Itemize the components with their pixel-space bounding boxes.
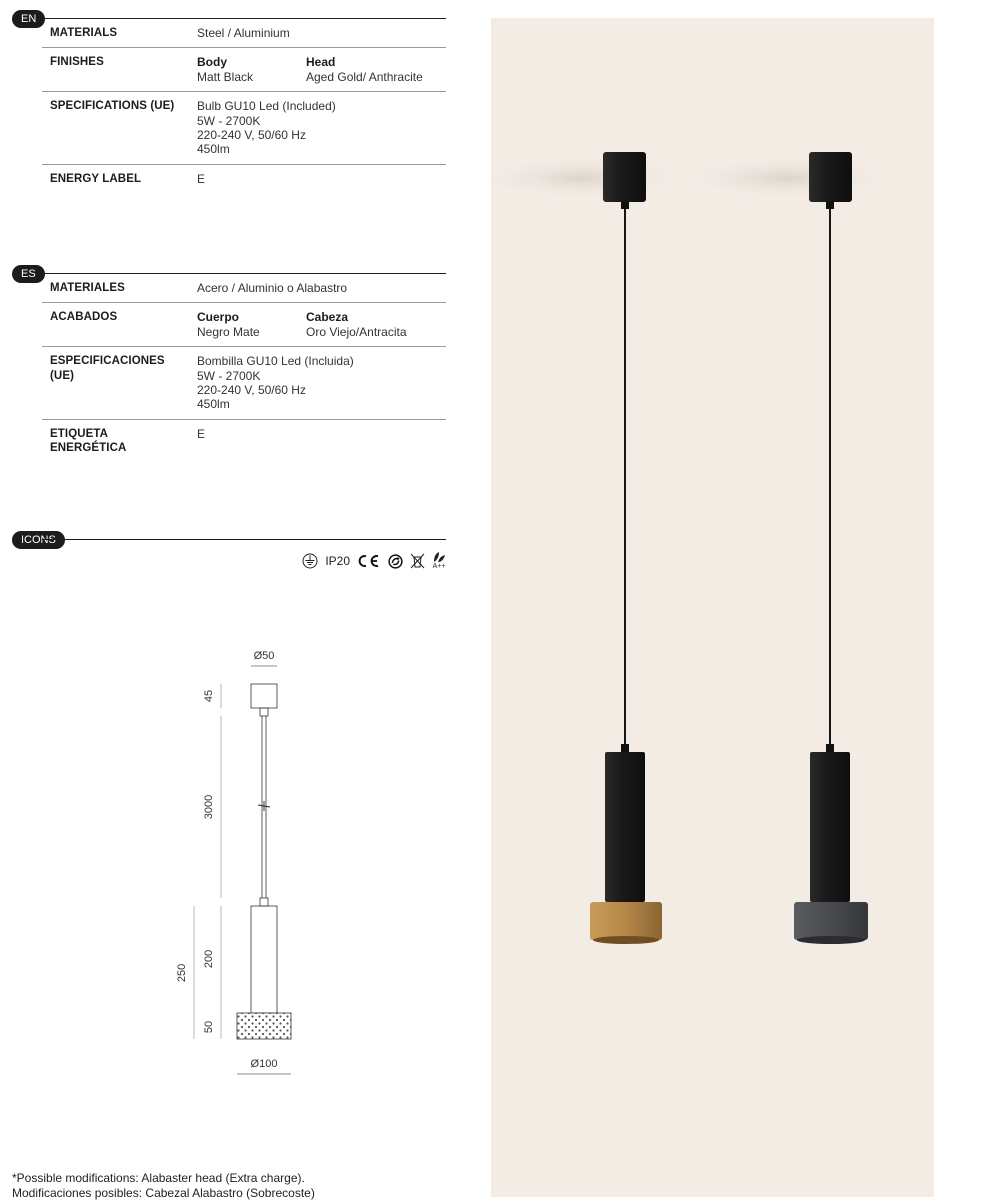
es-energy-value: E [197,426,206,441]
head-height-label: 50 [203,1020,215,1034]
es-specs-label [50,354,197,412]
icons-tag: ICONS [12,531,65,549]
en-specs-row [42,92,446,165]
head-diameter-label: Ø100 [250,1058,278,1070]
en-materials-value: Steel / Aluminium [197,26,290,40]
class-1-earth-icon [302,553,318,569]
es-energy-label-line: ETIQUETA [50,427,109,440]
en-head-value: Aged Gold/ Anthracite [306,69,423,84]
es-spec-table [42,274,446,463]
canopy-diameter-label: Ø50 [253,650,275,662]
es-energy-label-line: ENERGÉTICA [50,442,127,455]
canopy-height-label: 45 [203,689,215,703]
ce-mark-icon [357,554,381,568]
es-specs-row [42,347,446,420]
recycle-icon [388,554,403,569]
en-body-label: Body [197,55,227,70]
en-spec-line: 220-240 V, 50/60 Hz [197,128,306,143]
pendant-aged-gold [491,152,691,944]
lamp-body [251,898,277,1013]
lamp-head [237,1013,291,1039]
en-specs-label: SPECIFICATIONS (UE) [50,100,175,113]
es-energy-row [42,420,446,463]
es-head-value: Oro Viejo/Antracita [306,324,407,339]
eco-leaf-icon [432,551,446,563]
en-finishes-label: FINISHES [50,56,104,69]
pendant-anthracite [676,152,896,944]
en-spec-table [42,19,446,193]
technical-drawing [170,640,330,1080]
es-finishes-row [42,303,446,347]
product-photo [491,18,934,1197]
en-energy-row [42,165,446,193]
modification-notes [12,1171,315,1200]
es-spec-line: 450lm [197,397,230,412]
total-body-label: 250 [176,963,188,983]
note-es: Modificaciones posibles: Cabezal Alabastro (Sobrecoste) [12,1185,315,1200]
en-head-label: Head [306,55,336,70]
es-head-label: Cabeza [306,310,349,325]
cable [258,716,270,898]
weee-bin-icon [410,553,425,569]
en-spec-line: Bulb GU10 Led (Included) [197,99,336,114]
es-spec-line: 220-240 V, 50/60 Hz [197,383,306,398]
es-tag: ES [12,265,45,283]
cable-length-label: 3000 [203,794,215,820]
en-tag: EN [12,10,45,28]
es-materials-row [42,274,446,303]
es-body-value: Negro Mate [197,324,260,339]
es-specs-label-line: ESPECIFICACIONES [50,355,165,368]
note-en: *Possible modifications: Alabaster head (Extra charge). [12,1171,305,1185]
en-materials-row [42,19,446,48]
en-spec-line: 450lm [197,142,230,157]
en-body-value: Matt Black [197,69,254,84]
es-materials-label: MATERIALES [50,282,125,294]
canopy [251,684,277,716]
es-energy-label [50,427,197,456]
eco-energy-badge [432,551,446,571]
en-materials-label: MATERIALS [50,27,118,39]
icons-rule [42,539,446,540]
es-spec-line: 5W - 2700K [197,368,261,383]
en-spec-line: 5W - 2700K [197,113,261,128]
energy-class-label: A++ [432,563,446,570]
es-finishes-label: ACABADOS [50,311,118,324]
es-section [12,265,446,465]
body-height-label: 200 [203,949,215,969]
certification-icons [302,551,446,571]
icons-section [12,531,446,571]
en-finishes-row [42,48,446,92]
es-body-label: Cuerpo [197,310,239,325]
en-energy-value: E [197,171,206,186]
en-energy-label: ENERGY LABEL [50,172,142,185]
es-specs-label-line: (UE) [50,369,75,382]
ip-rating: IP20 [325,554,350,568]
es-spec-line: Bombilla GU10 Led (Incluida) [197,354,354,369]
en-section [12,10,446,190]
es-materials-value: Acero / Aluminio o Alabastro [197,281,348,295]
